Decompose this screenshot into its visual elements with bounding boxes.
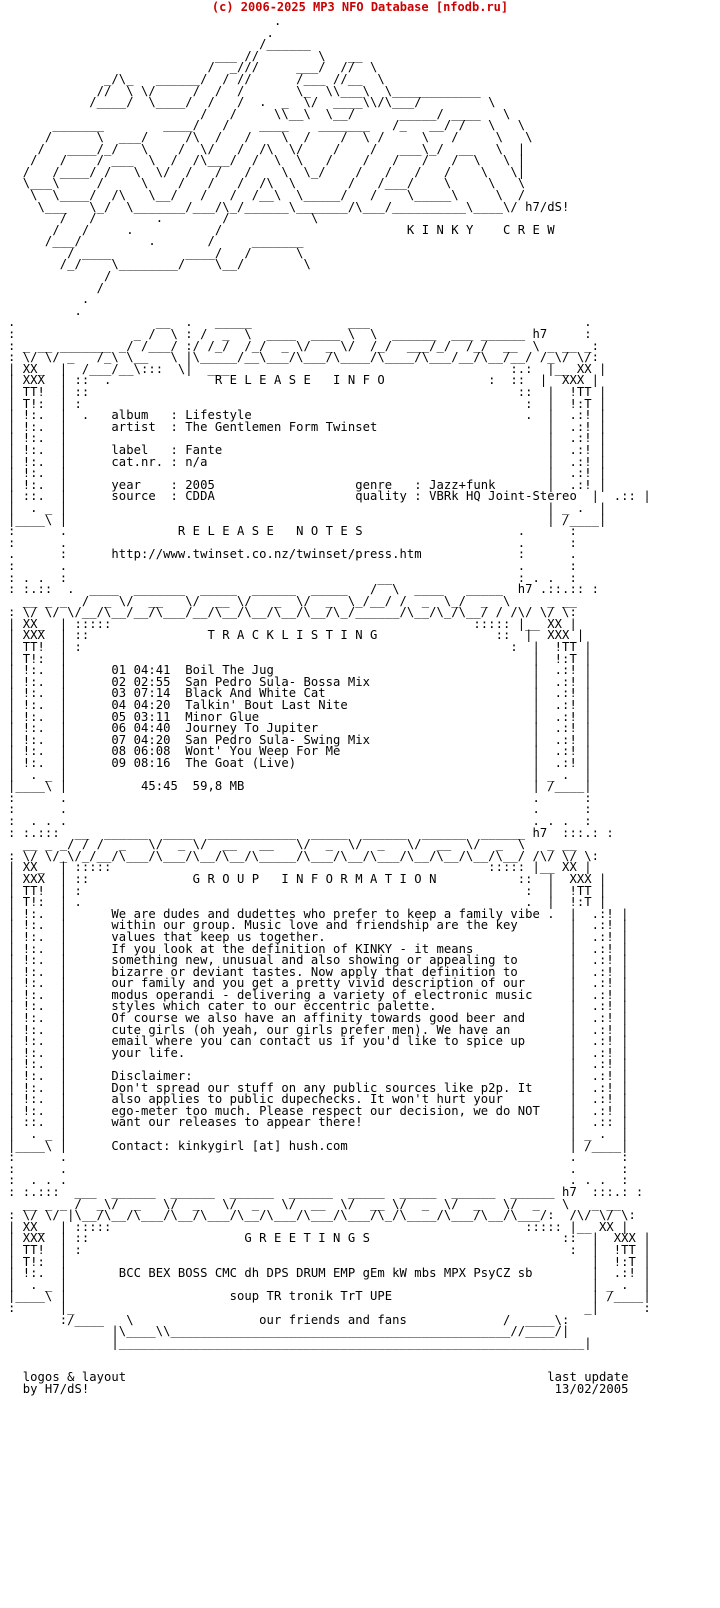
nfo-line: | T!: | | !:T |	[8, 651, 592, 666]
nfo-line: | XX_ | ::::: ::::: |__ XX |	[8, 1219, 629, 1234]
nfo-line: | !:. | your life. | .:! |	[8, 1045, 629, 1060]
nfo-line: | !:. | something new, unusual and also showing or appealing to | .:! |	[8, 953, 629, 968]
nfo-line: | !:. | 05 03:11 Minor Glue | .:! |	[8, 709, 592, 724]
nfo-line: // \ \/ / / / \_ \\___\ \____________	[8, 83, 481, 98]
nfo-line: : \/ \/ \/__/\__/__/\___/__/\__/\__/\__/\__/\_/______/\__/\_/\__/ / /\/ \/ \:	[8, 605, 577, 620]
nfo-line: ___ // \ __	[8, 48, 363, 63]
nfo-line: : \/ \/_\/_/__/\___/\___/\__/\__/\_____/\___/\__/\___/\__/\__/\__/\__/ /\/ \/ \:	[8, 848, 599, 863]
nfo-line: | !:. | Of course we also have an affinity towards good beer and | .:! |	[8, 1011, 629, 1026]
nfo-line: | !:. | our family and you get a pretty vivid description of our | .:! |	[8, 976, 629, 991]
nfo-line: | !:. | cat.nr. : n/a | .:! |	[8, 454, 607, 469]
nfo-line: : . . :	[8, 558, 577, 573]
nfo-line: | ::. | source : CDDA quality : VBRk HQ Joint-Stereo | .:: |	[8, 489, 651, 504]
nfo-line: __ _ _ / _ \/ __ \/ __ \/ _ \/ _ \_/__/ / _ \_/ _ \ _ __	[8, 593, 585, 608]
nfo-line: / /____/ / \ \/ / / / \ \_/ / / / / \ \|	[8, 164, 526, 179]
nfo-line: : . . . . . . :	[8, 1173, 629, 1188]
nfo-line: | !:. | Disclaimer: | .:! |	[8, 1069, 629, 1084]
nfo-line: : . . . . . . :	[8, 813, 592, 828]
nfo-line: /	[8, 280, 105, 295]
nfo-line: / \ ___/ /\ / / \ / / \ / \ / \ \	[8, 129, 533, 144]
nfo-line: | ::. | want our releases to appear there! | .:: |	[8, 1115, 629, 1130]
nfo-line: | !:. | cute girls (oh yeah, our girls prefer men). We have an | .:! |	[8, 1022, 629, 1037]
nfo-line: | XX_ | ::::: ::::: |__ XX |	[8, 616, 577, 631]
nfo-line: | !:. | 02 02:55 San Pedro Sula- Bossa Mix | .:! |	[8, 674, 592, 689]
nfo-line: |____\ | soup TR tronik TrT UPE | /____|	[8, 1289, 651, 1304]
nfo-line: | !:. | label : Fante | .:! |	[8, 442, 607, 457]
nfo-line: | XXX | :: . R E L E A S E I N F O : :: | XXX |	[8, 373, 599, 388]
nfo-line: | !:. | If you look at the definition of KINKY - it means | .:! |	[8, 941, 629, 956]
nfo-line: | XXX | :: T R A C K L I S T I N G :: | XXX |	[8, 628, 585, 643]
nfo-line: \ \____/ /\ \__/ / / /__\ \_____/ / \_____\ \ /	[8, 187, 526, 202]
nfo-line: : \/ \/ _ /_\ \__ \ |\_____/__\___/\___/\____/\____/\___/__/\__/__/ /_\/ \/:	[8, 350, 599, 365]
nfo-line: | . _ | | _ . |	[8, 1127, 629, 1141]
nfo-line: | T!: | | !:T |	[8, 1254, 651, 1269]
nfo-line: : _ / \ : / _ \ ____ ____ \ \ ______ ___ ______ h7 :	[8, 327, 592, 342]
nfo-line: | !:. | 08 06:08 Wont' You Weep For Me | .:! |	[8, 744, 592, 759]
nfo-line: | TT! | :: :: | !TT |	[8, 385, 607, 399]
nfo-line: |____\ | | /____|	[8, 512, 607, 527]
nfo-line: : \/ \/ |\__/\__/\___/\__/\___/\__/\___/\___/\___/\_/\____/\___/\__/\___/: /\/ \/ \:	[8, 1208, 636, 1223]
nfo-line: | !:. | | .:! |	[8, 1057, 629, 1072]
nfo-line: | !:. | BCC BEX BOSS CMC dh DPS DRUM EMP gEm kW mbs MPX PsyCZ sb | .:! |	[8, 1266, 651, 1281]
nfo-line: \___\ / \ / / / /\ \ / /___/ \ \ \	[8, 176, 526, 191]
nfo-line: | . _ | | _ . |	[8, 500, 607, 515]
nfo-line: /____/ \____/ / / . _ \/ ____\\/\___/ \	[8, 95, 496, 110]
nfodb-header: (c) 2006-2025 MP3 NFO Database [nfodb.ru]	[211, 0, 509, 14]
nfo-line: __ _ _/ / / _ \/ _ \/ __ __ \/ _ \/ _ \/ __ \/ _ \ _ __	[8, 837, 585, 852]
nfo-line: __ _ _ / _\/ _ \/ _ \/ _ \/ __ \/ __ \/ _ \/ _ \/ _ \ _ __	[8, 1196, 629, 1211]
nfo-line: /	[8, 269, 112, 284]
nfo-line: | !:. | within our group. Music love and friendship are the key | .:! |	[8, 918, 629, 933]
nfo-line: | !:. | styles which cater to our eccentric palette. | .:! |	[8, 999, 629, 1014]
nfo-line: | !:. | | .:! |	[8, 466, 607, 481]
nfo-line: | !:. | 01 04:41 Boil The Jug | .:! |	[8, 663, 592, 678]
nfo-line: .	[8, 303, 82, 318]
nfo-line: : . . :	[8, 802, 592, 817]
nfo-line: | !:. | 09 08:16 The Goat (Live) | .:! |	[8, 756, 592, 770]
nfo-line: | . _ | | _ . |	[8, 1277, 651, 1292]
nfo-line: | XXX | :: G R E E T I N G S :: | XXX |	[8, 1231, 651, 1246]
nfo-line: | TT! | : : | !TT |	[8, 1242, 651, 1257]
nfo-line: | !:. | 07 04:20 San Pedro Sula- Swing Mix | .:! |	[8, 732, 592, 747]
nfo-line: | XXX | :: G R O U P I N F O R M A T I O N :: | XXX |	[8, 871, 607, 886]
nfo-line: | TT! | : : | !TT |	[8, 640, 592, 655]
nfo-line: / / / ___ \ / /\___/ / \ \ / / / / / \ \ |	[8, 153, 526, 168]
nfo-line: | !:. | 04 04:20 Talkin' Bout Last Nite | .:! |	[8, 698, 592, 713]
nfo-line: | !:. | Don't spread our stuff on any public sources like p2p. It | .:! |	[8, 1080, 629, 1095]
nfo-line: :/____ \ our friends and fans / ____\:	[8, 1312, 570, 1327]
nfo-line: : . . : __ : . . :	[8, 570, 577, 585]
nfo-line: : :.::: ___ ______ ______ ______ ______ _____ _____ ______ ______ h7 :::.: :	[8, 1184, 644, 1199]
nfo-line: | !:. | also applies to public dupechecks. It won't hurt your | .:! |	[8, 1092, 629, 1107]
nfo-line: | !:. | bizarre or deviant tastes. Now apply that definition to | .:! |	[8, 964, 629, 979]
nfo-line: |____\ | Contact: kinkygirl [at] hush.com | /____|	[8, 1138, 629, 1153]
nfo-line: \___ \_/ \_______/___/\_/______\_______/\___/__________\____\/ h7/dS!	[8, 199, 570, 214]
nfo-line: | !:. | year : 2005 genre : Jazz+funk | .:! |	[8, 477, 607, 492]
nfo-line: | T!: | . . | !:T |	[8, 895, 607, 910]
nfo-line: : . . :	[8, 535, 577, 550]
nfo-line: .	[8, 25, 274, 40]
nfo-line: : _ __ _______ _/ /___/ :/ /_/ /_/ _ \/ _ \/ /_/ ___/_/ /_/ __ \ _ __ _:	[8, 338, 599, 353]
nfo-line: .	[8, 292, 90, 307]
nfo-line: by H7/dS! 13/02/2005	[8, 1382, 629, 1397]
nfo-line: | !:. | We are dudes and dudettes who prefer to keep a family vibe . | .:! |	[8, 906, 629, 921]
nfo-line: | !:. | artist : The Gentlemen Form Twinset | .:! |	[8, 419, 607, 434]
nfo-line: . : http://www.twinset.co.nz/twinset/press.htm : .	[8, 547, 577, 562]
nfo-line: . __ . _____ ___ .	[8, 315, 592, 330]
nfo-line	[8, 1349, 712, 1361]
nfo-line: |\____\\______________________________________________//____/|	[8, 1324, 570, 1339]
nfo-line: / ____ ____/ / \	[8, 245, 304, 260]
nfo-line: | TT! | : : | !TT |	[8, 883, 607, 898]
nfo-line: | !:. | . album : Lifestyle . | .:! |	[8, 408, 607, 423]
nfo-line: / / . / \	[8, 211, 319, 226]
nfo-line: | !:. | 06 04:40 Journey To Jupiter | .:! |	[8, 721, 592, 736]
nfo-line: : . . :	[8, 1150, 629, 1165]
nfo-line: | !:. | 03 07:14 Black And White Cat | .:! |	[8, 686, 592, 701]
nfo-line: / _/// ___/ // \	[8, 60, 378, 75]
nfo-line: | XX_ | ::::: ::::: |__ XX |	[8, 860, 592, 875]
nfo-line: : |_ _| :	[8, 1300, 651, 1315]
nfo-line: | !:. | email where you can contact us if you'd like to spice up | .:! |	[8, 1034, 629, 1049]
nfo-line: | !:. | | .:! |	[8, 431, 607, 446]
nfo-line: : . R E L E A S E N O T E S . :	[8, 524, 577, 539]
nfo-line: / / . / K I N K Y C R E W	[8, 222, 555, 237]
nfo-line: | . _ | | _ . |	[8, 767, 592, 782]
nfo-line: : :.::: __ ______ ____ ____________ _____ ______ ______ ______ h7 :::.: :	[8, 825, 614, 840]
nfo-line: /______	[8, 37, 311, 52]
nfo-line: | XX_ | /___/__\::: \| ___ :.: |__ XX |	[8, 361, 607, 376]
nfo-line: : :.:: . ____ _______ _____ ______ _____ / \ ____ _____ h7 .::.:: :	[8, 582, 599, 597]
nfo-line: | T!: | : : | !:T |	[8, 396, 607, 411]
nfo-line: .	[8, 16, 282, 28]
nfo-ascii-text	[8, 16, 712, 1396]
nfo-line: /___/ . / _______	[8, 234, 304, 249]
nfo-line: : . . :	[8, 790, 592, 805]
nfo-line: /_/ \________/ \__/ \	[8, 257, 311, 272]
nfo-line: |____\ | 45:45 59,8 MB | /____|	[8, 779, 592, 794]
nfo-line: / ____/_/ \ / \/ / /\ \/ / / ___\_/ __ \ |	[8, 141, 526, 156]
nfo-line: | !:. | modus operandi - delivering a variety of electronic music | .:! |	[8, 987, 629, 1002]
nfo-line: : . . :	[8, 1161, 629, 1176]
nfo-line: _______ ____/ / ____ _______ /_ __/ / \ \	[8, 118, 526, 133]
nfo-line: | !:. | ego-meter too much. Please respect our decision, we do NOT | .:! |	[8, 1103, 629, 1118]
nfo-line: | !:. | values that keep us together. | .:! |	[8, 929, 629, 944]
nfo-line: _/\_ ______/ / // /___ //__ \	[8, 71, 385, 86]
nfo-line: |_______________________________________________________________|	[8, 1335, 592, 1350]
nfo-line: / / \\__\ \__/ _____/ ____ \	[8, 106, 511, 121]
nfo-document	[8, 16, 712, 1606]
nfo-line: logos & layout last update	[8, 1370, 629, 1385]
